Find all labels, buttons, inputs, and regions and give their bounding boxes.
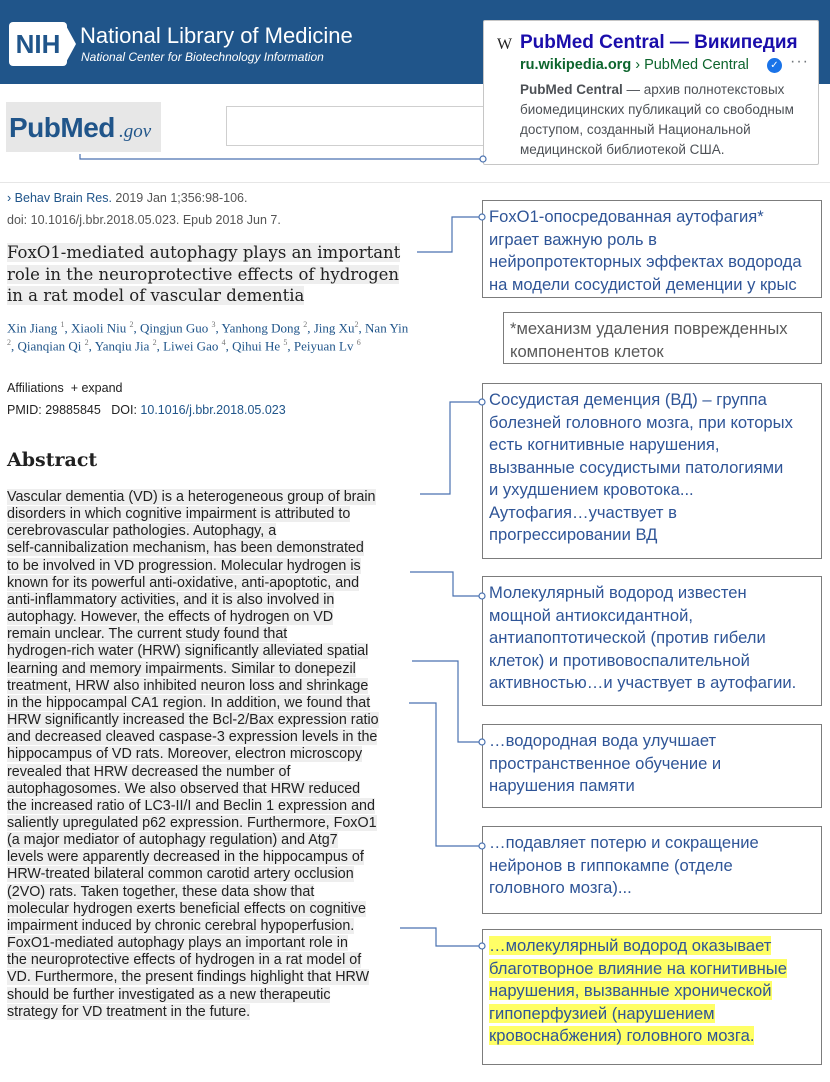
annotation-line: на модели сосудистой деменции у крыс [489,274,797,294]
abstract-line: revealed that HRW decreased the number of [7,763,291,780]
affiliations-toggle[interactable] [7,381,123,395]
author-affiliation-number[interactable]: 2 [84,338,89,348]
abstract-line: the increased ratio of LC3-II/I and Beclin 1 expression and [7,797,375,814]
abstract-line: should be further investigated as a new therapeutic [7,986,331,1003]
chevron-right-icon: › [7,191,12,205]
annotation-line: благотворное влияние на когнитивные [489,958,787,978]
annotation-line: болезней головного мозга, при которых [489,412,793,432]
annotation-line: кровоснабжения) головного мозга. [489,1026,755,1045]
annotation-title-translation [482,200,822,298]
abstract-line: learning and memory impairments. Similar to donepezil [7,660,356,677]
author-list: Xin Jiang $^1$, Xiaoli Niu $^2$, Qingjun Guo $^3$, Yanhong Dong $^2$, Jing Xu$^2$, Nan Yin $^2$, Qianqian Qi $^2$, Yanqiu Jia $^2$, Liwei Gao $^4$, Qihui He $^5$, Peiyuan Lv $^6$ [7,320,409,354]
author-link[interactable]: Yanqiu Jia [94,338,150,354]
doi-link[interactable]: 10.1016/j.bbr.2018.05.023 [140,403,286,417]
wikipedia-url-path: › PubMed Central [631,57,749,73]
abstract-line: impairment induced by chronic cerebral hypoperfusion. [7,917,355,934]
article-title-line: FoxO1-mediated autophagy plays an important [7,243,401,262]
nih-logo-chevron [64,22,76,66]
abstract-line: Vascular dementia (VD) is a heterogeneous group of brain [7,489,376,505]
annotation-neuron-loss [482,826,822,914]
abstract-line: hippocampus of VD rats. Moreover, electron microscopy [7,746,363,763]
author-affiliation-number[interactable]: 4 [221,338,226,348]
author-affiliation-number[interactable]: 3 [211,320,216,329]
annotation-line: *механизм удаления поврежденных [510,319,788,338]
annotation-line: FoxO1-опосредованная аутофагия* [489,207,764,226]
author-affiliation-number[interactable]: 2 [152,338,157,348]
annotation-line: нейропротекторных эффектах водорода [489,252,802,271]
abstract-line: and decreased cleaved caspase-3 expression levels in the [7,729,378,746]
annotation-line: и ухудшением кровотока... [489,480,694,499]
annotation-line: нарушения памяти [489,776,635,795]
identifiers [7,403,286,417]
wikipedia-snippet [483,20,819,165]
annotation-line: вызванные сосудистыми патологиями [489,457,784,477]
ncbi-subtitle: National Center for Biotechnology Information [81,50,324,64]
verified-check-icon: ✓ [767,58,782,73]
abstract-line: levels were apparently decreased in the hippocampus of [7,849,364,866]
annotation-line: гипоперфузией (нарушением [489,1003,715,1023]
abstract-line: molecular hydrogen exerts beneficial effects on cognitive [7,900,366,917]
article-title [7,242,417,307]
abstract-line: strategy for VD treatment in the future. [7,1003,251,1020]
annotation-line: …подавляет потерю и сокращение [489,833,759,852]
affiliations-label: Affiliations [7,381,64,395]
abstract-line: remain unclear. The current study found that [7,626,288,643]
abstract-line: FoxO1-mediated autophagy plays an important role in [7,935,348,952]
abstract-line: anti-inflammatory activities, and it is also involved in [7,591,335,608]
author-link[interactable]: Nan Yin [365,320,409,336]
abstract-line: cerebrovascular pathologies. Autophagy, a [7,523,277,540]
pubmed-logo-main: PubMed [9,112,115,143]
abstract-heading: Abstract [7,449,98,471]
annotation-line: играет важную роль в [489,229,657,249]
annotation-line: нейронов в гиппокампе (отделе [489,855,733,875]
connector-line [80,154,483,159]
abstract-line: self-cannibalization mechanism, has been demonstrated [7,540,364,557]
abstract-line: (a major mediator of autophagy regulation) and Atg7 [7,832,338,849]
abstract-line: (2VO) rats. Taken together, these data show that [7,883,315,900]
doi-epub-line: doi: 10.1016/j.bbr.2018.05.023. Epub 2018 Jun 7. [7,213,281,227]
annotation-line: Молекулярный водород известен [489,583,747,602]
connector-line [420,402,482,494]
author-affiliation-number[interactable]: 2 [303,320,308,329]
search-input[interactable] [226,106,487,146]
nlm-title[interactable]: National Library of Medicine [80,23,353,48]
pmid: PMID: 29885845 [7,403,101,417]
annotation-line: …молекулярный водород оказывает [489,936,772,955]
abstract-line: treatment, HRW also inhibited neuron loss and shrinkage [7,677,369,694]
article-title-line: in a rat model of vascular dementia [7,286,305,305]
abstract-line: VD. Furthermore, the present findings highlight that HRW [7,969,370,986]
author-link[interactable]: Jing Xu [313,320,355,336]
abstract-line: autophagosomes. We also observed that HRW reduced [7,780,361,797]
annotation-line: …водородная вода улучшает [489,731,717,750]
annotation-line: нарушения, вызванные хронической [489,981,772,1000]
annotation-line: Сосудистая деменция (ВД) – группа [489,390,767,409]
author-link[interactable]: Liwei Gao [163,338,219,354]
annotation-line: активностью…и участвует в аутофагии. [489,673,797,692]
nih-logo[interactable]: NIH [9,22,67,66]
author-link[interactable]: Peiyuan Lv [293,338,354,354]
wikipedia-description-bold: PubMed Central [520,82,623,97]
author-link[interactable]: Qianqian Qi [17,338,82,354]
author-affiliation-number[interactable]: 5 [283,338,288,348]
citation [7,191,247,205]
annotation-line: есть когнитивные нарушения, [489,435,720,454]
journal-link[interactable]: Behav Brain Res. [14,191,112,205]
annotation-beneficial-effects [482,929,822,1065]
abstract-line: HRW-treated bilateral common carotid artery occlusion [7,866,354,883]
pubmed-logo[interactable] [6,102,161,152]
annotation-line: Аутофагия…участвует в [489,502,677,522]
citation-details: 2019 Jan 1;356:98-106. [111,191,248,205]
abstract-text [7,489,423,1021]
connector-line [417,217,482,252]
annotation-line: компонентов клеток [510,341,664,361]
wikipedia-title-link[interactable]: PubMed Central — Википедия [520,32,798,53]
annotation-line: клеток) и противовоспалительной [489,650,750,670]
more-options-icon[interactable]: ··· [790,53,809,70]
author-link[interactable]: Xiaoli Niu [70,320,127,336]
annotation-vascular-dementia [482,383,822,559]
expand-button[interactable]: + expand [70,381,123,395]
annotation-line: прогрессировании ВД [489,525,658,544]
abstract-line: HRW significantly increased the Bcl-2/Bax expression ratio [7,712,379,729]
abstract-line: autophagy. However, the effects of hydrogen on VD [7,609,334,626]
author-link[interactable]: Yanhong Dong [221,320,300,336]
author-affiliation-number[interactable]: 6 [356,338,361,348]
abstract-line: the neuroprotective effects of hydrogen in a rat model of [7,952,362,969]
author-link[interactable]: Xin Jiang [7,320,58,336]
wikipedia-icon: W [497,36,513,53]
article-title-line: role in the neuroprotective effects of hydrogen [7,264,400,284]
annotation-line: головного мозга)... [489,878,632,897]
annotation-molecular-hydrogen [482,576,822,706]
abstract-line: to be involved in VD progression. Molecular hydrogen is [7,557,361,574]
author-affiliation-number[interactable]: 2 [129,320,134,329]
author-link[interactable]: Qihui He [232,338,281,354]
pubmed-logo-suffix: .gov [119,121,152,142]
annotation-hydrogen-water [482,724,822,808]
annotation-autophagy-footnote [503,312,822,364]
abstract-line: saliently upregulated p62 expression. Furthermore, FoxO1 [7,814,377,831]
author-affiliation-number[interactable]: 2 [7,338,11,348]
abstract-line: in the hippocampal CA1 region. In addition, we found that [7,694,371,711]
header-divider [0,182,830,183]
doi-label: DOI: [111,403,137,417]
annotation-line: мощной антиоксидантной, [489,605,694,625]
abstract-line: disorders in which cognitive impairment is attributed to [7,506,351,523]
abstract-line: hydrogen-rich water (HRW) significantly alleviated spatial [7,643,369,660]
author-affiliation-number[interactable]: 2 [354,320,359,329]
author-affiliation-number[interactable]: 1 [60,320,65,329]
author-link[interactable]: Qingjun Guo [139,320,209,336]
abstract-line: known for its powerful anti-oxidative, anti-apoptotic, and [7,574,360,591]
wikipedia-description-rest: — архив полнотекстовых биомедицинских публикаций со свободным доступом, созданный Национальной медицинской библиотекой США. [520,82,794,157]
annotation-line: пространственное обучение и [489,753,722,773]
annotation-line: антиапоптотической (против гибели [489,628,766,647]
wikipedia-url[interactable] [520,57,749,73]
wikipedia-url-domain: ru.wikipedia.org [520,57,632,73]
wikipedia-description [520,80,810,160]
